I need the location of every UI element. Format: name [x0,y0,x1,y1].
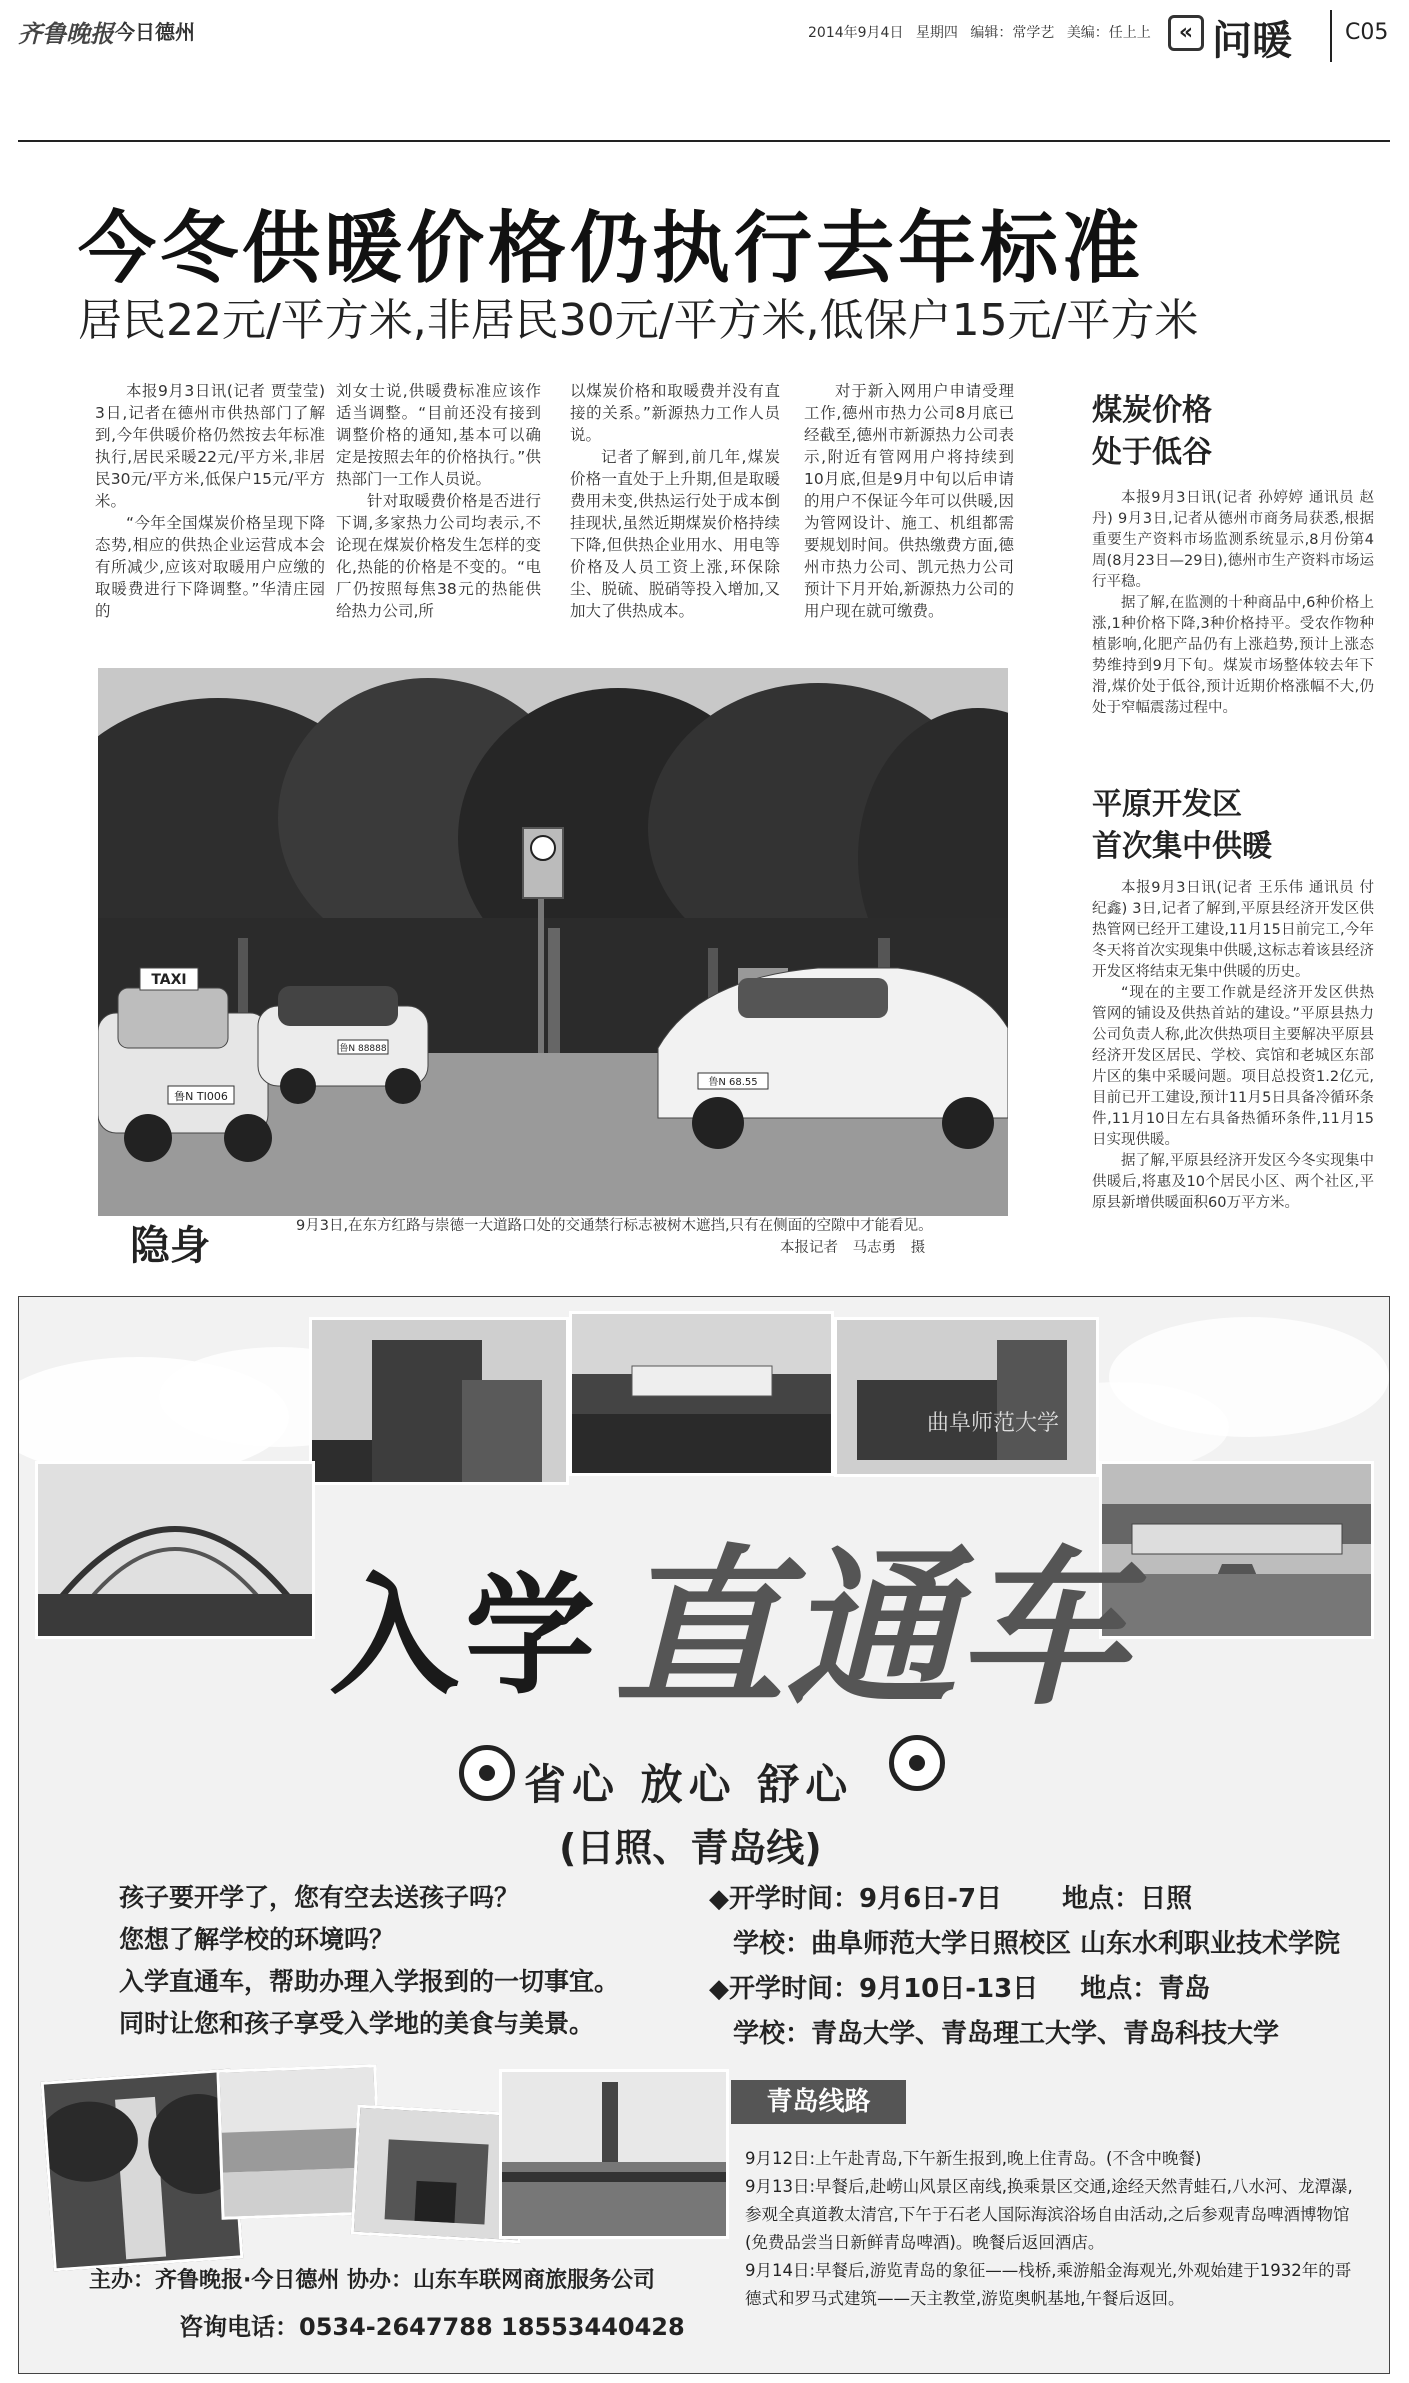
street-scene-image [98,668,1008,1216]
editor-credit: 编辑：常学艺 [970,25,1055,41]
section-name: 问暖 [1212,18,1292,64]
article-column-1 [95,380,325,622]
schedule-school: 学校：青岛大学、青岛理工大学、青岛科技大学 [733,2019,1280,2049]
paragraph: 本报9月3日讯(记者 孙婷婷 通讯员 赵丹) 9月3日,记者从德州市商务局获悉,根据重要生产资料市场监测系统显示,8月份第4周(8月23日—29日),德州市生产资料市场运行平稳。 [1092,490,1374,590]
headline-line: 煤炭价格 [1092,393,1212,428]
article-headline: 今冬供暖价格仍执行去年标准 [78,203,1145,294]
paragraph: “现在的主要工作就是经济开发区供热管网的铺设及供热首站的建设。”平原县热力公司负责人称,此次供热项目主要解决平原县经济开发区居民、学校、宾馆和老城区东部片区的集中采暖问题。项目总投资1.2亿元,目前已开工建设,预计11月5日具备冷循环条件,11月10日左右具备热循环条件,11月15日实现供暖。 [1092,985,1374,1148]
route-label: 青岛线路 [731,2080,906,2124]
issue-weekday: 星期四 [915,25,958,41]
photo-stadium-arch [35,1461,315,1639]
ad-intro-line: 孩子要开学了，您有空去送孩子吗？ [119,1883,520,1912]
license-plate: 鲁N 68.55 [708,1077,758,1088]
designer-credit: 美编：任上上 [1066,25,1151,41]
schedule-row [709,1967,1340,2012]
paragraph: 以煤炭价格和取暖费并没有直接的关系。”新源热力工作人员说。 [570,382,780,444]
photo-waterfall [41,2069,244,2272]
paragraph: 本报9月3日讯(记者 贾莹莹) 3日,记者在德州市供热部门了解到,今年供暖价格仍然按去年标准执行,居民采暖22元/平方米,非居民30元/平方米,低保户15元/平方米。 [95,382,325,510]
sidebar-story-heating [1092,878,1374,1214]
target-bullet-icon [889,1735,945,1791]
sidebar-headline-coal [1092,390,1212,474]
itinerary-item: 9月14日:早餐后,游览青岛的象征——栈桥,乘游船金海观光,外观始建于1932年的哥德式和罗马式建筑——天主教堂,游览奥帆基地,午餐后返回。 [745,2261,1352,2308]
license-plate: 鲁N 88888 [339,1044,387,1054]
photo-caption-title: 隐身 [130,1223,210,1269]
advertisement [18,1296,1390,2374]
ad-itinerary [745,2145,1355,2313]
paragraph: 刘女士说,供暖费标准应该作适当调整。“目前还没有接到调整价格的通知,基本可以确定是按照去年的价格执行。”供热部门一工作人员说。 [336,382,541,488]
paragraph: 对于新入网用户申请受理工作,德州市热力公司8月底已经截至,德州市新源热力公司表示,附近有管网用户将持续到10月底,但是9月中旬以后申请的用户不保证今年可以供暖,因为管网设计、施工、机组都需要规划时间。供热缴费方面,德州市热力公司、凯元热力公司预计下月开始,新源热力公司的用户现在就可缴费。 [804,382,1014,620]
taxi-sign-text: TAXI [151,972,187,988]
article-column-2 [336,380,541,622]
newspaper-logo: 齐鲁晚报 [18,19,114,48]
double-chevron-left-icon: « [1168,15,1204,51]
ad-title-part1: 入学 [329,1559,602,1712]
ad-slogan: 省心 放心 舒心 [524,1760,854,1809]
schedule-row [709,1877,1340,1922]
issue-date: 2014年9月4日 [808,25,904,41]
paragraph: 据了解,平原县经济开发区今冬实现集中供暖后,将惠及10个居民小区、两个社区,平原县新增供暖面积60万平方米。 [1092,1153,1374,1211]
schedule-time: ◆开学时间：9月6日-7日 [709,1884,1003,1914]
sidebar-story-coal [1092,488,1374,719]
page-number: C05 [1345,20,1389,45]
schedule-place: 地点：青岛 [1080,1974,1211,2004]
headline-line: 处于低谷 [1092,435,1212,470]
paragraph: 本报9月3日讯(记者 王乐伟 通讯员 付纪鑫) 3日,记者了解到,平原县经济开发区供热管网已经开工建设,11月15日前完工,今年冬天将首次实现集中供暖,这标志着该县经济开发区将结束无集中供暖的历史。 [1092,880,1374,980]
photo-tall-building [309,1317,569,1485]
header-rule [18,140,1390,142]
headline-line: 首次集中供暖 [1092,829,1272,864]
photo-university-gate [834,1317,1099,1477]
itinerary-item: 9月13日:早餐后,赴崂山风景区南线,换乘景区交通,途经天然青蛙石,八水河、龙潭瀑,参观全真道教太清宫,下午于石老人国际海滨浴场自由活动,之后参观青岛啤酒博物馆(免费品尝当日新鲜青岛啤酒)。晚餐后返回酒店。 [745,2177,1353,2252]
gate-inscription: 曲阜师范大学 [927,1411,1060,1436]
itinerary-item: 9月12日:上午赴青岛,下午新生报到,晚上住青岛。(不含中晚餐) [745,2149,1202,2168]
photo-credit: 本报记者 马志勇 摄 [780,1240,926,1256]
news-photo [98,668,1008,1216]
article-column-3 [570,380,780,622]
article-subhead: 居民22元/平方米,非居民30元/平方米,低保户15元/平方米 [78,295,1199,346]
paragraph: 针对取暖费价格是否进行下调,多家热力公司均表示,不论现在煤炭价格发生怎样的变化,热能的价格是不变的。“电厂仍按照每焦38元的热能供给热力公司,所 [336,492,541,620]
headline-line: 平原开发区 [1092,787,1242,822]
section-badge [1168,5,1323,63]
photo-campus-aerial [1099,1461,1374,1639]
ad-intro [119,1877,619,2045]
photo-caption: 9月3日,在东方红路与崇德一大道路口处的交通禁行标志被树木遮挡,只有在侧面的空隙中才能看见。 [296,1218,933,1234]
ad-intro-line: 您想了解学校的环境吗？ [119,1925,395,1954]
target-bullet-icon [459,1745,515,1801]
ad-route-name: (日照、青岛线) [559,1826,822,1870]
paragraph: “今年全国煤炭价格呈现下降态势,相应的供热企业运营成本会有所减少,应该对取暖用户应缴的取暖费进行下降调整。”华清庄园的 [95,514,325,620]
sidebar-headline-heating [1092,784,1272,868]
ad-intro-line: 入学直通车，帮助办理入学报到的一切事宜。 [119,1967,620,1996]
ad-phone: 咨询电话：0534-2647788 18553440428 [179,2313,685,2341]
license-plate: 鲁N TI006 [174,1090,228,1103]
ad-intro-line: 同时让您和孩子享受入学地的美食与美景。 [119,2009,595,2038]
schedule-school: 学校：曲阜师范大学日照校区 山东水利职业技术学院 [733,1929,1341,1959]
ad-organizer: 主办：齐鲁晚报·今日德州 协办：山东车联网商旅服务公司 [89,2268,656,2293]
photo-pier [499,2069,729,2239]
paragraph: 据了解,在监测的十种商品中,6种价格上涨,1种价格下降,3种价格持平。受农作物种植影响,化肥产品仍有上涨趋势,预计上涨态势维持到9月下旬。煤炭市场整体较去年下滑,煤价处于低谷,预计近期价格涨幅不大,仍处于窄幅震荡过程中。 [1092,595,1374,716]
article-column-4 [804,380,1014,622]
ad-title-part2: 直通车 [614,1531,1131,1729]
schedule-time: ◆开学时间：9月10日-13日 [709,1974,1039,2004]
header-divider [1330,10,1332,62]
ad-schedule [709,1877,1340,2057]
schedule-place: 地点：日照 [1062,1884,1193,1914]
photo-campus-lake [569,1311,834,1476]
edition-name: 今日德州 [115,20,195,44]
paragraph: 记者了解到,前几年,煤炭价格一直处于上升期,但是取暖费用未变,供热运行处于成本倒挂现状,虽然近期煤炭价格持续下降,但供热企业用水、用电等价格及人员工资上涨,环保除尘、脱硫、脱硝等投入增加,又加大了供热成本。 [570,448,780,620]
issue-meta [808,22,1151,42]
